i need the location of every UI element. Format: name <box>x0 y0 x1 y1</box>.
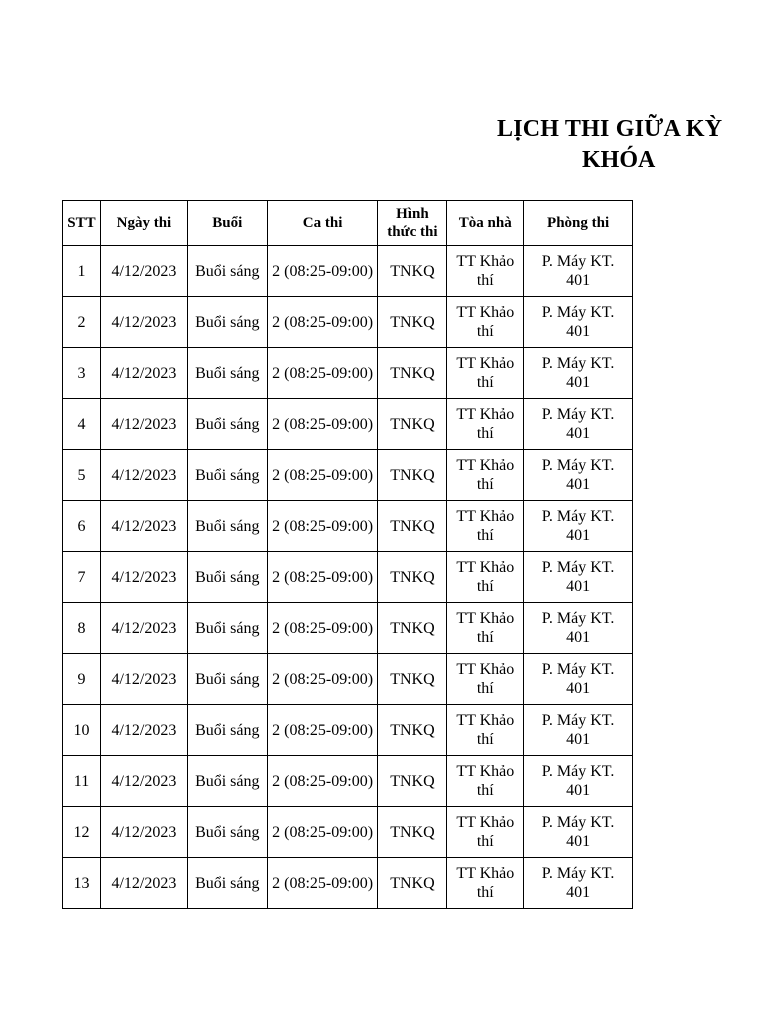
cell-room-line-1: P. Máy KT. <box>541 865 615 882</box>
cell-exam-form: TNKQ <box>378 348 447 399</box>
cell-building-line-2: thí <box>476 425 494 442</box>
cell-room-line-2: 401 <box>566 731 591 748</box>
cell-session: Buổi sáng <box>187 348 267 399</box>
cell-building <box>447 705 524 756</box>
cell-building-line-1: TT Khảo <box>456 406 515 423</box>
cell-stt: 4 <box>63 399 101 450</box>
cell-room <box>524 807 633 858</box>
table-row <box>63 450 633 501</box>
cell-exam-form: TNKQ <box>378 552 447 603</box>
table-header-row <box>63 201 633 246</box>
cell-shift: 2 (08:25-09:00) <box>267 246 378 297</box>
cell-room-line-2: 401 <box>566 374 591 391</box>
cell-session: Buổi sáng <box>187 552 267 603</box>
cell-building-line-1: TT Khảo <box>456 712 515 729</box>
table-row <box>63 654 633 705</box>
cell-room-line-2: 401 <box>566 323 591 340</box>
cell-shift: 2 (08:25-09:00) <box>267 501 378 552</box>
cell-room-line-2: 401 <box>566 425 591 442</box>
cell-building-line-2: thí <box>476 578 494 595</box>
cell-room <box>524 705 633 756</box>
cell-exam-form: TNKQ <box>378 603 447 654</box>
cell-stt: 10 <box>63 705 101 756</box>
cell-room-line-1: P. Máy KT. <box>541 661 615 678</box>
cell-shift: 2 (08:25-09:00) <box>267 756 378 807</box>
cell-building-line-2: thí <box>476 680 494 697</box>
cell-stt: 6 <box>63 501 101 552</box>
header-shift: Ca thi <box>267 201 378 246</box>
cell-building-line-2: thí <box>476 374 494 391</box>
cell-room <box>524 756 633 807</box>
table-row <box>63 297 633 348</box>
cell-date: 4/12/2023 <box>100 552 187 603</box>
cell-room <box>524 399 633 450</box>
cell-building <box>447 399 524 450</box>
cell-room-line-1: P. Máy KT. <box>541 253 615 270</box>
cell-exam-form: TNKQ <box>378 399 447 450</box>
header-building: Tòa nhà <box>447 201 524 246</box>
cell-building <box>447 501 524 552</box>
cell-building-line-2: thí <box>476 323 494 340</box>
table-row <box>63 756 633 807</box>
cell-session: Buổi sáng <box>187 297 267 348</box>
cell-date: 4/12/2023 <box>100 297 187 348</box>
cell-building <box>447 450 524 501</box>
cell-building-line-1: TT Khảo <box>456 763 515 780</box>
cell-building-line-2: thí <box>476 527 494 544</box>
table-row <box>63 552 633 603</box>
cell-room-line-1: P. Máy KT. <box>541 814 615 831</box>
cell-building-line-1: TT Khảo <box>456 610 515 627</box>
cell-shift: 2 (08:25-09:00) <box>267 807 378 858</box>
cell-stt: 3 <box>63 348 101 399</box>
cell-session: Buổi sáng <box>187 705 267 756</box>
cell-building-line-2: thí <box>476 782 494 799</box>
header-session: Buổi <box>187 201 267 246</box>
header-room: Phòng thi <box>524 201 633 246</box>
cell-building-line-1: TT Khảo <box>456 559 515 576</box>
cell-building <box>447 756 524 807</box>
cell-date: 4/12/2023 <box>100 756 187 807</box>
table-row <box>63 399 633 450</box>
cell-building-line-2: thí <box>476 476 494 493</box>
cell-building-line-1: TT Khảo <box>456 865 515 882</box>
cell-session: Buổi sáng <box>187 858 267 909</box>
table-row <box>63 807 633 858</box>
cell-date: 4/12/2023 <box>100 501 187 552</box>
table-row <box>63 705 633 756</box>
cell-room <box>524 450 633 501</box>
table-body <box>63 246 633 909</box>
cell-room-line-2: 401 <box>566 476 591 493</box>
cell-building-line-2: thí <box>476 731 494 748</box>
cell-building <box>447 603 524 654</box>
cell-exam-form: TNKQ <box>378 246 447 297</box>
cell-room-line-1: P. Máy KT. <box>541 559 615 576</box>
cell-shift: 2 (08:25-09:00) <box>267 450 378 501</box>
cell-exam-form: TNKQ <box>378 297 447 348</box>
cell-room-line-1: P. Máy KT. <box>541 508 615 525</box>
header-stt: STT <box>63 201 101 246</box>
cell-building-line-1: TT Khảo <box>456 661 515 678</box>
cell-building <box>447 297 524 348</box>
table-row <box>63 858 633 909</box>
cell-building-line-1: TT Khảo <box>456 355 515 372</box>
cell-exam-form: TNKQ <box>378 756 447 807</box>
cell-room-line-2: 401 <box>566 680 591 697</box>
cell-room-line-1: P. Máy KT. <box>541 457 615 474</box>
table-row <box>63 501 633 552</box>
header-exam-form <box>378 201 447 246</box>
cell-room-line-2: 401 <box>566 578 591 595</box>
cell-room-line-2: 401 <box>566 782 591 799</box>
cell-room-line-2: 401 <box>566 527 591 544</box>
cell-date: 4/12/2023 <box>100 450 187 501</box>
cell-room-line-1: P. Máy KT. <box>541 610 615 627</box>
cell-stt: 7 <box>63 552 101 603</box>
cell-building <box>447 654 524 705</box>
cell-room-line-1: P. Máy KT. <box>541 763 615 780</box>
cell-building-line-2: thí <box>476 833 494 850</box>
table-row <box>63 246 633 297</box>
cell-building-line-1: TT Khảo <box>456 304 515 321</box>
cell-stt: 9 <box>63 654 101 705</box>
cell-date: 4/12/2023 <box>100 807 187 858</box>
cell-stt: 13 <box>63 858 101 909</box>
cell-session: Buổi sáng <box>187 756 267 807</box>
cell-room <box>524 348 633 399</box>
cell-building-line-1: TT Khảo <box>456 508 515 525</box>
cell-room-line-1: P. Máy KT. <box>541 304 615 321</box>
cell-building-line-1: TT Khảo <box>456 253 515 270</box>
cell-building-line-2: thí <box>476 629 494 646</box>
cell-stt: 8 <box>63 603 101 654</box>
cell-stt: 2 <box>63 297 101 348</box>
cell-session: Buổi sáng <box>187 246 267 297</box>
table-row <box>63 603 633 654</box>
cell-date: 4/12/2023 <box>100 654 187 705</box>
cell-exam-form: TNKQ <box>378 501 447 552</box>
cell-session: Buổi sáng <box>187 450 267 501</box>
cell-shift: 2 (08:25-09:00) <box>267 399 378 450</box>
cell-date: 4/12/2023 <box>100 858 187 909</box>
cell-date: 4/12/2023 <box>100 348 187 399</box>
cell-stt: 12 <box>63 807 101 858</box>
cell-room <box>524 246 633 297</box>
cell-shift: 2 (08:25-09:00) <box>267 654 378 705</box>
cell-room <box>524 654 633 705</box>
cell-room-line-1: P. Máy KT. <box>541 712 615 729</box>
cell-shift: 2 (08:25-09:00) <box>267 297 378 348</box>
cell-building-line-2: thí <box>476 272 494 289</box>
cell-exam-form: TNKQ <box>378 858 447 909</box>
cell-room-line-2: 401 <box>566 884 591 901</box>
cell-room-line-1: P. Máy KT. <box>541 355 615 372</box>
header-exam-form-line-1: Hình <box>396 206 429 222</box>
cell-stt: 5 <box>63 450 101 501</box>
cell-shift: 2 (08:25-09:00) <box>267 552 378 603</box>
cell-building <box>447 246 524 297</box>
cell-session: Buổi sáng <box>187 807 267 858</box>
cell-session: Buổi sáng <box>187 654 267 705</box>
document-title-line-1: LỊCH THI GIỮA KỲ <box>497 116 723 142</box>
cell-room-line-2: 401 <box>566 272 591 289</box>
cell-session: Buổi sáng <box>187 603 267 654</box>
cell-building <box>447 348 524 399</box>
cell-shift: 2 (08:25-09:00) <box>267 603 378 654</box>
header-exam-form-line-2: thức thi <box>387 224 438 240</box>
cell-building <box>447 807 524 858</box>
header-date: Ngày thi <box>100 201 187 246</box>
cell-date: 4/12/2023 <box>100 603 187 654</box>
cell-building-line-1: TT Khảo <box>456 457 515 474</box>
cell-exam-form: TNKQ <box>378 654 447 705</box>
cell-shift: 2 (08:25-09:00) <box>267 705 378 756</box>
cell-shift: 2 (08:25-09:00) <box>267 348 378 399</box>
cell-exam-form: TNKQ <box>378 705 447 756</box>
cell-exam-form: TNKQ <box>378 450 447 501</box>
cell-stt: 11 <box>63 756 101 807</box>
table-row <box>63 348 633 399</box>
cell-building-line-2: thí <box>476 884 494 901</box>
cell-date: 4/12/2023 <box>100 246 187 297</box>
cell-shift: 2 (08:25-09:00) <box>267 858 378 909</box>
cell-session: Buổi sáng <box>187 501 267 552</box>
exam-schedule-table <box>62 200 633 909</box>
cell-room <box>524 603 633 654</box>
cell-room-line-1: P. Máy KT. <box>541 406 615 423</box>
cell-room-line-2: 401 <box>566 833 591 850</box>
cell-date: 4/12/2023 <box>100 705 187 756</box>
cell-session: Buổi sáng <box>187 399 267 450</box>
cell-room <box>524 297 633 348</box>
cell-exam-form: TNKQ <box>378 807 447 858</box>
cell-room-line-2: 401 <box>566 629 591 646</box>
cell-date: 4/12/2023 <box>100 399 187 450</box>
cell-room <box>524 552 633 603</box>
cell-building-line-1: TT Khảo <box>456 814 515 831</box>
cell-room <box>524 858 633 909</box>
cell-building <box>447 858 524 909</box>
cell-room <box>524 501 633 552</box>
cell-stt: 1 <box>63 246 101 297</box>
document-title-line-2: KHÓA <box>582 147 656 173</box>
cell-building <box>447 552 524 603</box>
